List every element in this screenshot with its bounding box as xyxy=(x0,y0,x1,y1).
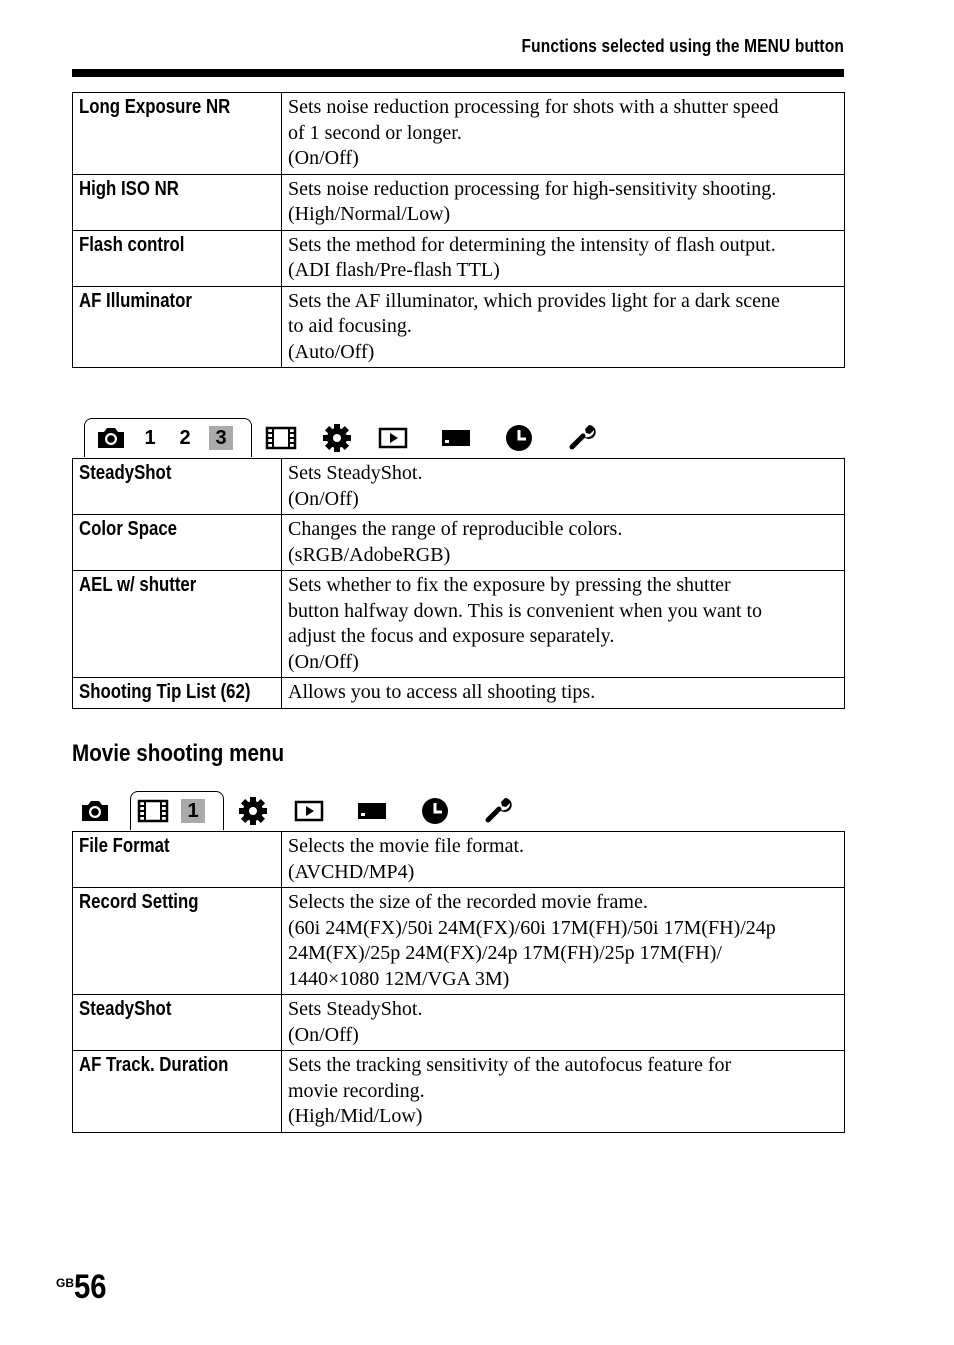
table-row xyxy=(73,93,845,175)
menu-tab-bar-still xyxy=(72,418,852,462)
menu-tab-bar-movie xyxy=(72,791,852,835)
description-line: (High/Mid/Low) xyxy=(288,1105,423,1127)
description-line: Selects the size of the recorded movie frame. xyxy=(288,891,648,913)
description-line: adjust the focus and exposure separately. xyxy=(288,625,615,647)
setting-description-cell xyxy=(282,995,845,1051)
playback-icon[interactable] xyxy=(376,424,410,452)
setting-name: Shooting Tip List (62) xyxy=(79,681,251,703)
gear-icon[interactable] xyxy=(320,422,354,454)
page-number xyxy=(56,1268,112,1307)
setting-name: High ISO NR xyxy=(79,177,179,200)
description-line: (On/Off) xyxy=(288,487,359,510)
setting-name: File Format xyxy=(79,835,170,857)
setting-name: Long Exposure NR xyxy=(79,96,231,118)
description-line: (On/Off) xyxy=(288,650,359,673)
table-row xyxy=(73,995,845,1051)
setting-description-cell xyxy=(282,515,845,571)
header-rule xyxy=(72,69,844,77)
description-line: of 1 second or longer. xyxy=(288,121,462,144)
movie-menu-table xyxy=(72,831,845,1133)
setting-name: Flash control xyxy=(79,233,185,256)
description-line: Sets noise reduction processing for shots with a shutter speed xyxy=(288,96,779,118)
description-line: Sets SteadyShot. xyxy=(288,998,423,1020)
table-row xyxy=(73,1051,845,1133)
still-menu-table-1 xyxy=(72,92,845,368)
tab-page-1[interactable]: 1 xyxy=(181,799,205,823)
tab-page-2[interactable]: 2 xyxy=(179,427,191,449)
description-line: Allows you to access all shooting tips. xyxy=(288,681,596,703)
setting-name-cell xyxy=(73,459,282,515)
playback-icon[interactable] xyxy=(292,797,326,825)
setting-description-cell xyxy=(282,230,845,286)
table-row xyxy=(73,515,845,571)
clock-icon[interactable] xyxy=(418,795,452,827)
description-line: (60i 24M(FX)/50i 24M(FX)/60i 17M(FH)/50i 17M(FH)/24p xyxy=(288,916,776,939)
description-line: 1440×1080 12M/VGA 3M) xyxy=(288,967,510,990)
description-line: (High/Normal/Low) xyxy=(288,203,451,225)
region-code: GB xyxy=(56,1276,74,1290)
table-row xyxy=(73,678,845,709)
setting-name: SteadyShot xyxy=(79,998,172,1020)
table-row xyxy=(73,174,845,230)
setting-name-cell xyxy=(73,888,282,995)
table-row xyxy=(73,230,845,286)
description-line: Selects the movie file format. xyxy=(288,835,525,857)
setting-name-cell xyxy=(73,286,282,368)
setting-description-cell xyxy=(282,93,845,175)
tab-page-3[interactable]: 3 xyxy=(209,426,233,450)
setting-name: AF Track. Duration xyxy=(79,1054,229,1076)
description-line: (Auto/Off) xyxy=(288,340,375,363)
description-line: movie recording. xyxy=(288,1079,425,1102)
memory-card-icon[interactable] xyxy=(354,797,390,825)
description-line: Sets the AF illuminator, which provides light for a dark scene xyxy=(288,289,780,312)
section-title-movie-menu: Movie shooting menu xyxy=(72,740,285,767)
setting-description-cell xyxy=(282,832,845,888)
setting-description-cell xyxy=(282,571,845,678)
description-line: (AVCHD/MP4) xyxy=(288,860,415,883)
description-line: Sets the tracking sensitivity of the autofocus feature for xyxy=(288,1054,732,1076)
description-line: Changes the range of reproducible colors. xyxy=(288,518,623,540)
still-menu-table-2 xyxy=(72,458,845,709)
setting-description-cell xyxy=(282,174,845,230)
description-line: Sets the method for determining the intensity of flash output. xyxy=(288,233,776,256)
description-line: (On/Off) xyxy=(288,147,359,169)
table-row xyxy=(73,571,845,678)
setting-description-cell xyxy=(282,286,845,368)
setting-name-cell xyxy=(73,93,282,175)
setting-name: SteadyShot xyxy=(79,462,172,484)
description-line: (ADI flash/Pre-flash TTL) xyxy=(288,259,500,281)
setting-name-cell xyxy=(73,678,282,709)
description-line: (sRGB/AdobeRGB) xyxy=(288,543,451,566)
setting-name-cell xyxy=(73,1051,282,1133)
setting-name-cell xyxy=(73,832,282,888)
gear-icon[interactable] xyxy=(236,795,270,827)
movie-icon[interactable] xyxy=(264,424,298,452)
setting-name: Record Setting xyxy=(79,891,199,913)
setting-description-cell xyxy=(282,459,845,515)
setting-name-cell xyxy=(73,571,282,678)
memory-card-icon[interactable] xyxy=(438,424,474,452)
table-row xyxy=(73,286,845,368)
setting-name: AEL w/ shutter xyxy=(79,574,197,596)
camera-icon[interactable] xyxy=(78,797,112,825)
description-line: button halfway down. This is convenient when you want to xyxy=(288,599,763,622)
setting-description-cell xyxy=(282,678,845,709)
description-line: (On/Off) xyxy=(288,1023,359,1046)
description-line: Sets noise reduction processing for high-sensitivity shooting. xyxy=(288,177,777,200)
page-number-value: 56 xyxy=(74,1268,107,1306)
description-line: 24M(FX)/25p 24M(FX)/24p 17M(FH)/25p 17M(FH)/ xyxy=(288,942,722,964)
description-line: Sets SteadyShot. xyxy=(288,462,423,484)
camera-icon xyxy=(94,424,128,452)
table-row xyxy=(73,888,845,995)
tab-page-1[interactable]: 1 xyxy=(144,427,156,449)
wrench-icon[interactable] xyxy=(482,795,516,827)
setting-description-cell xyxy=(282,1051,845,1133)
setting-name-cell xyxy=(73,230,282,286)
movie-icon xyxy=(136,797,170,825)
setting-name-cell xyxy=(73,995,282,1051)
setting-description-cell xyxy=(282,888,845,995)
wrench-icon[interactable] xyxy=(566,422,600,454)
setting-name: Color Space xyxy=(79,518,178,540)
table-row xyxy=(73,459,845,515)
setting-name-cell xyxy=(73,515,282,571)
clock-icon[interactable] xyxy=(502,422,536,454)
description-line: Sets whether to fix the exposure by pressing the shutter xyxy=(288,574,731,596)
description-line: to aid focusing. xyxy=(288,315,412,337)
setting-name: AF Illuminator xyxy=(79,289,192,312)
table-row xyxy=(73,832,845,888)
setting-name-cell xyxy=(73,174,282,230)
page-header-title: Functions selected using the MENU button xyxy=(521,36,844,56)
